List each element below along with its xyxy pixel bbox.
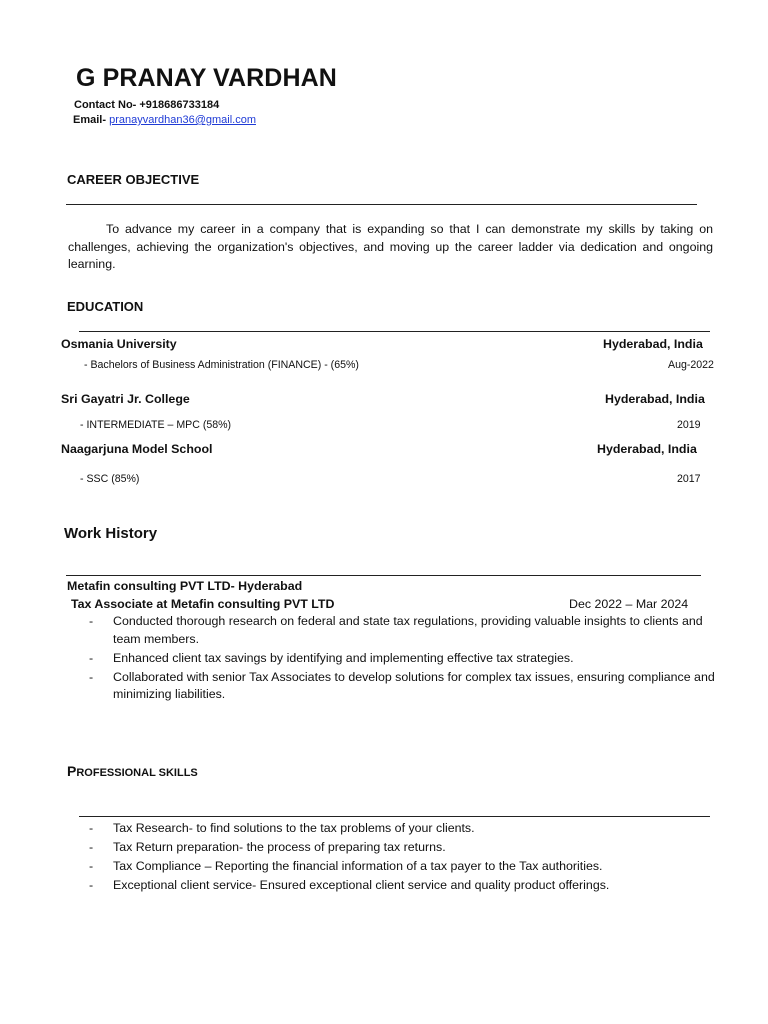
- list-item: [89, 858, 719, 876]
- skill-text: Tax Research- to find solutions to the tax problems of your clients.: [113, 821, 475, 835]
- education-heading: EDUCATION: [67, 299, 144, 314]
- bullet-marker: -: [89, 614, 94, 628]
- education-date: 2017: [677, 473, 701, 485]
- education-detail: - SSC (85%): [80, 473, 140, 485]
- skill-text: Tax Return preparation- the process of preparing tax returns.: [113, 840, 446, 855]
- work-bullet-text: Collaborated with senior Tax Associates to develop solutions for complex tax issues, ensuring compliance and minimizing liabilities.: [113, 669, 715, 701]
- bullet-marker: -: [89, 840, 94, 855]
- heading-rest: ROFESSIONAL SKILLS: [76, 767, 198, 779]
- skill-text: Tax Compliance – Reporting the financial information of a tax payer to the Tax authorities.: [113, 859, 603, 874]
- employment-period: Dec 2022 – Mar 2024: [569, 597, 689, 611]
- section-divider: [79, 331, 710, 332]
- work-history-heading: Work History: [64, 525, 158, 542]
- list-item: [89, 877, 719, 895]
- candidate-name: G PRANAY VARDHAN: [76, 64, 337, 92]
- school-name: Naagarjuna Model School: [61, 442, 213, 456]
- email-label: Email-: [73, 114, 110, 126]
- email-link[interactable]: pranayvardhan36@gmail.com: [109, 114, 256, 126]
- bullet-marker: -: [89, 821, 94, 835]
- company-name: Metafin consulting PVT LTD- Hyderabad: [67, 579, 303, 593]
- bullet-marker: -: [89, 878, 94, 893]
- section-divider: [79, 816, 710, 817]
- school-location: Hyderabad, India: [603, 337, 703, 351]
- heading-initial: P: [67, 763, 77, 779]
- education-date: Aug-2022: [668, 359, 714, 371]
- section-divider: [66, 575, 701, 576]
- bullet-marker: -: [89, 650, 94, 665]
- list-item: [89, 820, 719, 838]
- school-name: Osmania University: [61, 337, 177, 351]
- email-row: [73, 114, 256, 126]
- education-detail: - Bachelors of Business Administration (FINANCE) - (65%): [84, 359, 359, 371]
- contact-number: Contact No- +918686733184: [74, 99, 220, 111]
- list-item: [89, 613, 719, 648]
- professional-skills-heading: [67, 763, 198, 779]
- skills-bullet-list: [89, 820, 719, 896]
- section-divider: [66, 204, 697, 205]
- school-name: Sri Gayatri Jr. College: [61, 392, 190, 406]
- career-objective-text: To advance my career in a company that is expanding so that I can demonstrate my skills by taking on challenges, achieving the organization's objectives, and moving up the career ladder via dedication and ongoing learning.: [68, 222, 713, 271]
- school-location: Hyderabad, India: [605, 392, 705, 406]
- work-bullet-text: Conducted thorough research on federal and state tax regulations, providing valuable insights to clients and team members.: [113, 614, 703, 646]
- education-detail: - INTERMEDIATE – MPC (58%): [80, 419, 232, 431]
- work-bullet-text: Enhanced client tax savings by identifying and implementing effective tax strategies.: [113, 650, 574, 665]
- list-item: [89, 839, 719, 857]
- bullet-marker: -: [89, 859, 94, 874]
- education-date: 2019: [677, 419, 701, 431]
- career-objective-heading: CAREER OBJECTIVE: [67, 172, 200, 187]
- work-bullet-list: [89, 613, 719, 705]
- list-item: [89, 669, 719, 704]
- skill-text: Exceptional client service- Ensured exceptional client service and quality product offerings.: [113, 878, 610, 893]
- bullet-marker: -: [89, 669, 94, 684]
- list-item: [89, 650, 719, 668]
- school-location: Hyderabad, India: [597, 442, 697, 456]
- job-title: Tax Associate at Metafin consulting PVT LTD: [71, 597, 335, 611]
